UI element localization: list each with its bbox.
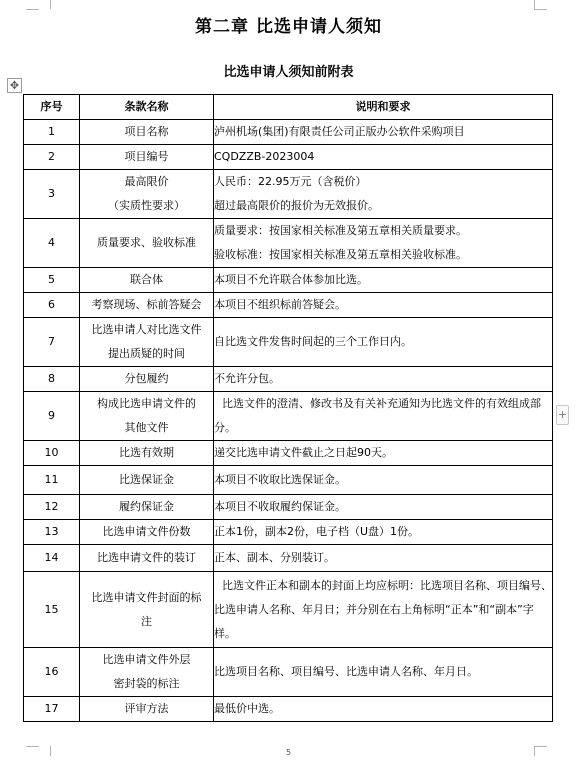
row-number: 13 [24, 520, 80, 545]
clause-description-line: 正本1份，副本2份，电子档（U盘）1份。 [214, 525, 420, 538]
row-number: 6 [24, 293, 80, 318]
clause-name [80, 441, 214, 466]
move-icon[interactable]: ✥ [7, 78, 22, 93]
row-number: 9 [24, 392, 80, 441]
row-number: 2 [24, 145, 80, 170]
table-row [24, 466, 553, 495]
table-row [24, 219, 553, 268]
clause-name [80, 219, 214, 268]
clause-description [214, 495, 553, 520]
clause-name-line: 比选申请人对比选文件 [91, 323, 202, 336]
crop-mark [534, 9, 547, 10]
crop-mark [26, 9, 39, 10]
clause-description-line: 质量要求：按国家相关标准及第五章相关质量要求。 [214, 224, 467, 237]
clause-name-line: 最高限价 [124, 175, 169, 188]
table-row [24, 572, 553, 648]
clause-name-line: 提出质疑的时间 [108, 347, 185, 360]
row-number: 7 [24, 318, 80, 367]
clause-name [80, 367, 214, 392]
clause-description-line: 本项目不允许联合体参加比选。 [214, 273, 368, 286]
clause-name-line: 分包履约 [124, 372, 169, 385]
table-row [24, 520, 553, 545]
row-number: 8 [24, 367, 80, 392]
clause-name [80, 318, 214, 367]
clause-name-line: 项目编号 [124, 150, 169, 163]
clause-description [214, 648, 553, 697]
table-row [24, 648, 553, 697]
table-row [24, 697, 553, 722]
row-number: 15 [24, 572, 80, 648]
table-row [24, 120, 553, 145]
table-row [24, 495, 553, 520]
clause-description-line: 超过最高限价的报价为无效报价。 [214, 199, 379, 212]
clause-description [214, 219, 553, 268]
crop-mark [26, 746, 39, 747]
clause-description-line: 递交比选申请文件截止之日起90天。 [214, 446, 393, 459]
row-number: 4 [24, 219, 80, 268]
clause-name-line: 构成比选申请文件的 [97, 397, 196, 410]
row-number: 5 [24, 268, 80, 293]
clause-description-line: 比选文件的澄清、修改书及有关补充通知为比选文件的有效组成部分。 [214, 397, 541, 434]
clause-description [214, 392, 553, 441]
clause-name [80, 545, 214, 572]
table-row [24, 293, 553, 318]
clause-name [80, 268, 214, 293]
clause-name-line: （实质性要求） [108, 199, 185, 212]
page-number: 5 [285, 748, 292, 757]
row-number: 14 [24, 545, 80, 572]
clause-name-line: 注 [141, 614, 152, 628]
clause-description-line: 泸州机场(集团)有限责任公司正版办公软件采购项目 [214, 125, 465, 138]
clause-description-line: 不允许分包。 [214, 372, 280, 385]
clause-description [214, 268, 553, 293]
table-row [24, 268, 553, 293]
clause-name [80, 572, 214, 648]
clause-description-line: 验收标准：按国家相关标准及第五章相关验收标准。 [214, 248, 467, 261]
clause-name-line: 密封袋的标注 [113, 677, 180, 690]
clause-name [80, 120, 214, 145]
clause-description-line: 本项目不收取履约保证金。 [214, 500, 346, 513]
clause-name [80, 170, 214, 219]
clause-name-line: 履约保证金 [119, 500, 174, 513]
row-number: 3 [24, 170, 80, 219]
clause-name [80, 648, 214, 697]
table-title: 比选申请人须知前附表 [223, 65, 354, 80]
crop-mark [534, 0, 547, 9]
row-number: 10 [24, 441, 80, 466]
clause-description [214, 572, 553, 648]
notice-table [23, 94, 553, 722]
table-row [24, 441, 553, 466]
row-number: 11 [24, 466, 80, 495]
clause-name-line: 评审方法 [124, 702, 169, 715]
crop-mark [534, 746, 547, 747]
clause-name [80, 392, 214, 441]
clause-name-line: 比选申请文件外层 [102, 653, 191, 666]
clause-description [214, 293, 553, 318]
clause-name-line: 项目名称 [124, 125, 169, 138]
clause-description-line: 最低价中选。 [214, 702, 280, 715]
row-number: 17 [24, 697, 80, 722]
clause-name-line: 联合体 [130, 273, 163, 286]
table-header-row [24, 95, 553, 120]
clause-description [214, 120, 553, 145]
clause-name [80, 697, 214, 722]
clause-name [80, 520, 214, 545]
row-number: 1 [24, 120, 80, 145]
plus-icon[interactable]: + [556, 405, 569, 425]
table-row [24, 545, 553, 572]
clause-name-line: 考察现场、标前答疑会 [91, 298, 202, 311]
clause-description-line: 人民币：22.95万元（含税价） [214, 175, 367, 188]
clause-description [214, 545, 553, 572]
clause-name-line: 比选申请文件封面的标 [91, 590, 202, 604]
clause-description-line: 自比选文件发售时间起的三个工作日内。 [214, 335, 412, 348]
clause-description [214, 145, 553, 170]
clause-name-line: 比选申请文件份数 [102, 525, 191, 538]
clause-description [214, 466, 553, 495]
clause-name-line: 比选有效期 [119, 446, 174, 459]
clause-description [214, 367, 553, 392]
crop-mark [38, 0, 51, 9]
clause-description-line: 比选文件正本和副本的封面上均应标明：比选项目名称、项目编号、比选申请人名称、年月日；并分别在右上角标明“正本”和“副本”字样。 [214, 578, 552, 640]
table-row [24, 170, 553, 219]
clause-name [80, 466, 214, 495]
row-number: 12 [24, 495, 80, 520]
clause-name-line: 比选保证金 [119, 473, 174, 486]
clause-description-line: 本项目不收取比选保证金。 [214, 473, 346, 486]
table-row [24, 367, 553, 392]
clause-name-line: 质量要求、验收标准 [97, 236, 196, 249]
clause-name [80, 495, 214, 520]
header-num: 序号 [24, 95, 80, 120]
clause-description [214, 697, 553, 722]
table-row [24, 145, 553, 170]
clause-description-line: 本项目不组织标前答疑会。 [214, 298, 346, 311]
clause-description-line: CQDZZB-2023004 [214, 150, 315, 163]
clause-name [80, 145, 214, 170]
chapter-title: 第二章 比选申请人须知 [195, 17, 382, 37]
clause-description [214, 441, 553, 466]
clause-name-line: 比选申请文件的装订 [97, 551, 196, 564]
clause-description [214, 170, 553, 219]
clause-description [214, 318, 553, 367]
clause-description [214, 520, 553, 545]
clause-name [80, 293, 214, 318]
table-row [24, 392, 553, 441]
table-row [24, 318, 553, 367]
header-desc: 说明和要求 [214, 95, 553, 120]
header-name: 条款名称 [80, 95, 214, 120]
row-number: 16 [24, 648, 80, 697]
clause-description-line: 正本、副本、分别装订。 [214, 551, 335, 564]
clause-description-line: 比选项目名称、项目编号、比选申请人名称、年月日。 [214, 665, 478, 678]
clause-name-line: 其他文件 [124, 421, 169, 434]
